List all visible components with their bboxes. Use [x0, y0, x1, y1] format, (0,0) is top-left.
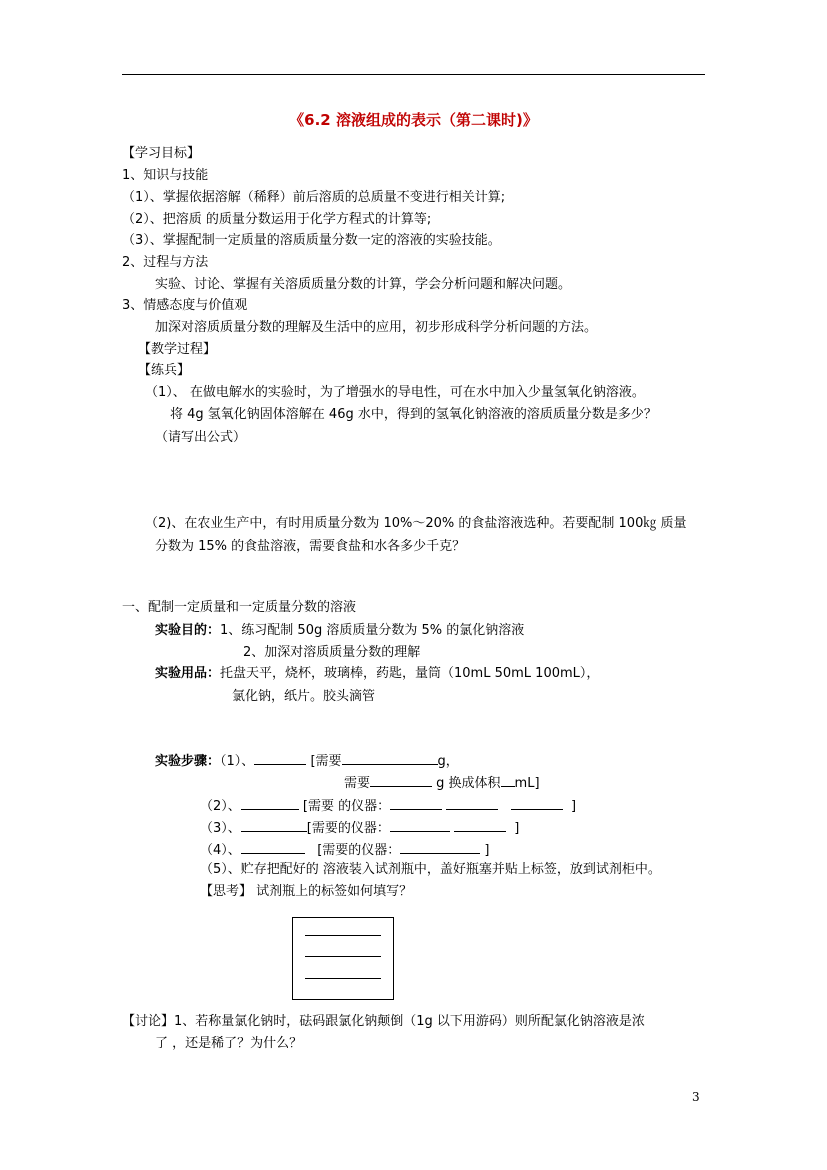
step-3-need: [需要的仪器：: [306, 821, 390, 836]
objective-2a: 实验、讨论、掌握有关溶质质量分数的计算，学会分析问题和解决问题。: [155, 277, 572, 292]
step-1b-ml: mL]: [514, 776, 540, 791]
step-1b-need: 需要: [344, 776, 371, 791]
label-line-1[interactable]: [305, 935, 381, 936]
page-title: 《6.2 溶液组成的表示（第二课时)》: [289, 111, 538, 129]
step-2-row: [200, 797, 576, 815]
header-rule: [122, 74, 705, 75]
objective-2: 2、过程与方法: [122, 255, 209, 270]
practice-heading: 【练兵】: [138, 363, 191, 378]
question-1-line-3: （请写出公式）: [155, 430, 247, 445]
step-2-need: [需要 的仪器：: [302, 799, 391, 814]
step-5: （5）、贮存把配好的 溶液装入试剂瓶中，盖好瓶塞并贴上标签，放到试剂柜中。: [200, 862, 661, 877]
objective-1c: （3）、掌握配制一定质量的溶质质量分数一定的溶液的实验技能。: [122, 233, 501, 248]
step-4-prefix: （4）、: [200, 843, 241, 858]
supplies-1: 托盘天平，烧杯，玻璃棒，药匙，量筒（10mL 50mL 100mL），: [220, 666, 600, 681]
step-2-tool-blank-1[interactable]: [390, 797, 442, 810]
step-3-prefix: （3）、: [200, 821, 241, 836]
objective-3: 3、情感态度与价值观: [122, 298, 248, 313]
step-1-row: [155, 752, 459, 770]
process-heading: 【教学过程】: [138, 342, 217, 357]
discussion-line-2: 了 ，还是稀了？为什么？: [155, 1036, 303, 1051]
objectives-heading: 【学习目标】: [122, 146, 201, 161]
step-1-mass-blank[interactable]: [342, 752, 438, 765]
step-2-tool-blank-3[interactable]: [511, 797, 563, 810]
think-prompt: 【思考】 试剂瓶上的标签如何填写？: [200, 884, 413, 899]
supplies-2: 氯化钠，纸片。胶头滴管: [232, 689, 376, 704]
step-4-tool-blank[interactable]: [400, 841, 480, 854]
supplies-label: 实验用品：: [155, 666, 221, 681]
discussion-line-1: 【讨论】1、若称量氯化钠时，砝码跟氯化钠颠倒（1g 以下用游码）则所配氯化钠溶液是浓: [122, 1014, 645, 1029]
step-1b-g: g 换成体积: [436, 776, 501, 791]
step-3-blank[interactable]: [241, 819, 307, 832]
step-2-end: ]: [570, 799, 577, 814]
step-3-tool-blank-1[interactable]: [390, 819, 450, 832]
reagent-label-box: [292, 917, 394, 1000]
step-1b-volume-blank[interactable]: [501, 774, 515, 787]
supplies-row: [155, 666, 599, 682]
aim-label: 实验目的：: [155, 623, 221, 638]
step-1-prefix: （1）、: [220, 754, 255, 769]
question-1-line-1: （1）、 在做电解水的实验时，为了增强水的导电性，可在水中加入少量氢氧化钠溶液。: [145, 385, 645, 400]
aim-1: 1、练习配制 50g 溶质质量分数为 5% 的氯化钠溶液: [220, 623, 525, 638]
page-number: 3: [692, 1090, 700, 1104]
step-4-end: ]: [484, 843, 490, 858]
step-4-row: [200, 841, 489, 859]
step-4-blank[interactable]: [241, 841, 305, 854]
step-1b-row: [344, 774, 540, 792]
section-heading: 一、配制一定质量和一定质量分数的溶液: [122, 600, 357, 615]
objective-1: 1、知识与技能: [122, 168, 209, 183]
step-4-need: [需要的仪器：: [317, 843, 401, 858]
label-line-3[interactable]: [305, 978, 381, 979]
objective-3a: 加深对溶质质量分数的理解及生活中的应用，初步形成科学分析问题的方法。: [155, 320, 598, 335]
step-3-end: ]: [514, 821, 520, 836]
objective-1a: （1）、掌握依据溶解（稀释）前后溶质的总质量不变进行相关计算;: [122, 190, 506, 205]
steps-label: 实验步骤：: [155, 754, 221, 769]
step-3-tool-blank-2[interactable]: [454, 819, 506, 832]
question-1-line-2: 将 4g 氢氧化钠固体溶解在 46g 水中，得到的氢氧化钠溶液的溶质质量分数是多少？: [170, 407, 657, 422]
step-1-blank[interactable]: [254, 752, 306, 765]
label-line-2[interactable]: [305, 956, 381, 957]
step-2-tool-blank-2[interactable]: [446, 797, 498, 810]
step-1-g: g，: [437, 754, 459, 769]
step-2-prefix: （2）、: [200, 799, 241, 814]
step-2-blank[interactable]: [241, 797, 299, 810]
question-2-line-2: 分数为 15% 的食盐溶液，需要食盐和水各多少千克？: [155, 539, 466, 554]
step-1b-mass-blank[interactable]: [370, 774, 432, 787]
aim-2: 2、加深对溶质质量分数的理解: [243, 645, 421, 660]
aim-row: [155, 623, 524, 639]
step-1-need: [需要: [310, 754, 342, 769]
objective-1b: （2）、把溶质 的质量分数运用于化学方程式的计算等;: [122, 212, 432, 227]
question-2-line-1: （2)、在农业生产中，有时用质量分数为 10%～20% 的食盐溶液选种。若要配制 100㎏ 质量: [145, 516, 687, 531]
step-3-row: [200, 819, 519, 837]
